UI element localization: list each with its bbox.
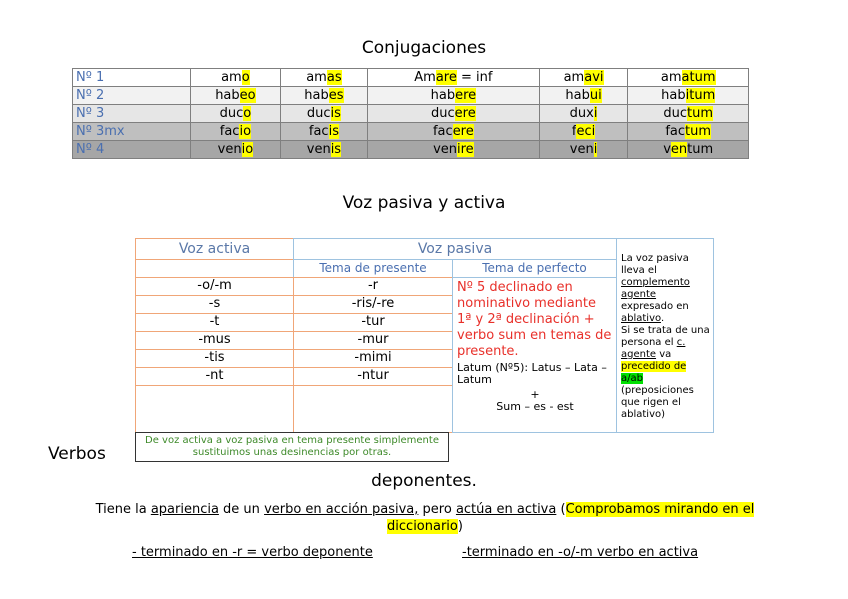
verb-form (191, 105, 281, 123)
verb-form (191, 69, 281, 87)
verb-form (628, 87, 749, 105)
green-note-box (135, 432, 449, 462)
verb-form (191, 123, 281, 141)
verb-form (191, 87, 281, 105)
ending-text: -ris/-re (351, 296, 395, 311)
verb-stem: am (306, 69, 327, 85)
verb-form (628, 105, 749, 123)
verb-ending: is (330, 141, 342, 157)
verb-form (539, 123, 628, 141)
verb-ending: tum (685, 123, 712, 139)
perfect-theme-label: Tema de perfecto (482, 261, 587, 275)
ending-cell (293, 295, 453, 314)
passive-voice-header-label: Voz pasiva (417, 241, 493, 257)
conjugation-row (73, 105, 749, 123)
ending-text: -o/-m (197, 278, 232, 293)
verb-ending: ere (452, 123, 474, 139)
verb-form (191, 141, 281, 159)
verb-stem: ven (306, 141, 331, 157)
perfect-theme-rule: Nº 5 declinado en nominativo mediante 1ª y 2ª declinación + verbo sum en temas de presente. (457, 280, 612, 359)
conjugation-row (73, 141, 749, 159)
active-subheader-empty (135, 259, 294, 278)
perfect-example-sum: Sum – es - est (496, 400, 574, 413)
verb-ending: are (435, 69, 457, 85)
present-theme-header (293, 259, 453, 278)
verb-ending: itum (685, 87, 716, 103)
conjugation-row (73, 69, 749, 87)
verb-form (280, 123, 367, 141)
ending-cell (135, 295, 294, 314)
verb-stem: am (563, 69, 585, 85)
verb-ending: ere (454, 105, 476, 121)
verb-ending: o (241, 69, 250, 85)
perfect-plus: + (530, 388, 540, 401)
conjugation-row (73, 123, 749, 141)
verb-form (539, 87, 628, 105)
verb-form (368, 105, 540, 123)
verb-ending: io (239, 123, 252, 139)
verb-stem: dux (569, 105, 594, 121)
perfect-theme-cell (452, 277, 617, 433)
ending-text: -s (208, 296, 221, 311)
verb-stem: hab (304, 87, 329, 103)
verb-ending: avi (584, 69, 604, 85)
verb-ending: o (243, 105, 252, 121)
conjugation-title: Conjugaciones (361, 38, 487, 58)
verb-stem: duc (431, 105, 455, 121)
verb-ending: is (328, 123, 339, 139)
deponentes-title-left: Verbos (48, 444, 106, 464)
conjugation-row (73, 87, 749, 105)
conjugation-number: Nº 3mx (73, 123, 191, 141)
ending-cell (293, 349, 453, 368)
ending-text: -mur (357, 332, 389, 347)
ending-cell (293, 313, 453, 332)
verb-form (280, 69, 367, 87)
ending-cell (293, 331, 453, 350)
ending-cell (135, 331, 294, 350)
verb-stem: am (660, 69, 682, 85)
verb-stem: fac (308, 123, 329, 139)
ending-text: -nt (205, 368, 224, 383)
verb-ending: i (593, 105, 598, 121)
conjugation-table (72, 68, 749, 159)
verb-ending: ere (455, 87, 477, 103)
ending-text: -ntur (357, 368, 389, 383)
ending-text: -tur (361, 314, 385, 329)
conjugation-number: Nº 1 (73, 69, 191, 87)
verb-stem: fac (665, 123, 686, 139)
verb-form (280, 141, 367, 159)
verb-stem: ven (217, 141, 242, 157)
perfect-theme-header (452, 259, 617, 278)
verb-ending: en (670, 141, 688, 157)
ending-text: -mimi (354, 350, 392, 365)
ending-text: -r (367, 278, 379, 293)
verb-stem: hab (565, 87, 590, 103)
green-note: De voz activa a voz pasiva en tema presente simplemente sustituimos unas desinencias por otras. (145, 435, 439, 458)
verb-form (539, 69, 628, 87)
ending-text: -t (209, 314, 220, 329)
side-note: La voz pasiva lleva el complemento agente expresado en ablativo. Si se trata de una persona el c. agente va precedido de a/ab (preposiciones que rigen el ablativo) (621, 253, 710, 420)
verb-stem: duc (306, 105, 331, 121)
verb-stem: hab (215, 87, 240, 103)
verb-ending: tum (687, 105, 714, 121)
verb-stem: duc (219, 105, 244, 121)
active-rule: -terminado en -o/-m verbo en activa (462, 545, 699, 560)
active-bottom-cell (135, 367, 294, 433)
verb-ending: atum (681, 69, 716, 85)
verb-form (368, 141, 540, 159)
conjugation-number: Nº 4 (73, 141, 191, 159)
deponentes-description: Tiene la apariencia de un verbo en acción pasiva, pero actúa en activa (Comprobamos mirando en el diccionario) (95, 502, 755, 534)
conjugation-number: Nº 2 (73, 87, 191, 105)
verb-form (539, 105, 628, 123)
verb-ending: is (330, 105, 341, 121)
conjugation-number: Nº 3 (73, 105, 191, 123)
verb-stem: Am (414, 69, 436, 85)
verb-form (280, 105, 367, 123)
verb-stem: hab (661, 87, 686, 103)
ending-cell (135, 349, 294, 368)
verb-ending: i (593, 141, 598, 157)
verb-form (628, 141, 749, 159)
passive-bottom-cell (293, 367, 453, 433)
verb-form (368, 123, 540, 141)
verb-stem: ven (433, 141, 457, 157)
deponentes-title-right: deponentes. (371, 471, 477, 491)
perfect-example-latum: Latum (Nº5): Latus – Lata – Latum (457, 361, 607, 386)
verb-stem: hab (430, 87, 456, 103)
verb-form (368, 69, 540, 87)
verb-ending: eci (576, 123, 596, 139)
verb-ending: eo (239, 87, 256, 103)
ending-text: -mus (198, 332, 231, 347)
verb-form (628, 123, 749, 141)
ending-cell (135, 313, 294, 332)
passive-voice-header (293, 238, 617, 260)
verb-ending: ui (589, 87, 602, 103)
verb-ending: as (326, 69, 342, 85)
verb-stem: fac (219, 123, 240, 139)
verb-stem: f (571, 123, 577, 139)
verb-form (628, 69, 749, 87)
voice-title: Voz pasiva y activa (342, 193, 506, 213)
verb-ending: io (241, 141, 254, 157)
deponent-rule: - terminado en -r = verbo deponente (132, 545, 373, 560)
verb-stem: tum (687, 141, 714, 157)
verb-ending: ire (457, 141, 474, 157)
verb-stem: v (663, 141, 671, 157)
verb-ending: es (328, 87, 344, 103)
verb-stem: = inf (456, 69, 493, 85)
ending-cell (293, 277, 453, 296)
active-voice-header-label: Voz activa (178, 241, 251, 257)
ending-cell (135, 277, 294, 296)
verb-stem: am (221, 69, 242, 85)
verb-stem: duc (663, 105, 688, 121)
present-theme-label: Tema de presente (319, 261, 427, 275)
verb-stem: fac (432, 123, 453, 139)
verb-stem: ven (569, 141, 594, 157)
ending-text: -tis (204, 350, 225, 365)
verb-form (368, 87, 540, 105)
verb-form (539, 141, 628, 159)
verb-form (280, 87, 367, 105)
side-note-box (616, 238, 714, 433)
active-voice-header (135, 238, 294, 260)
